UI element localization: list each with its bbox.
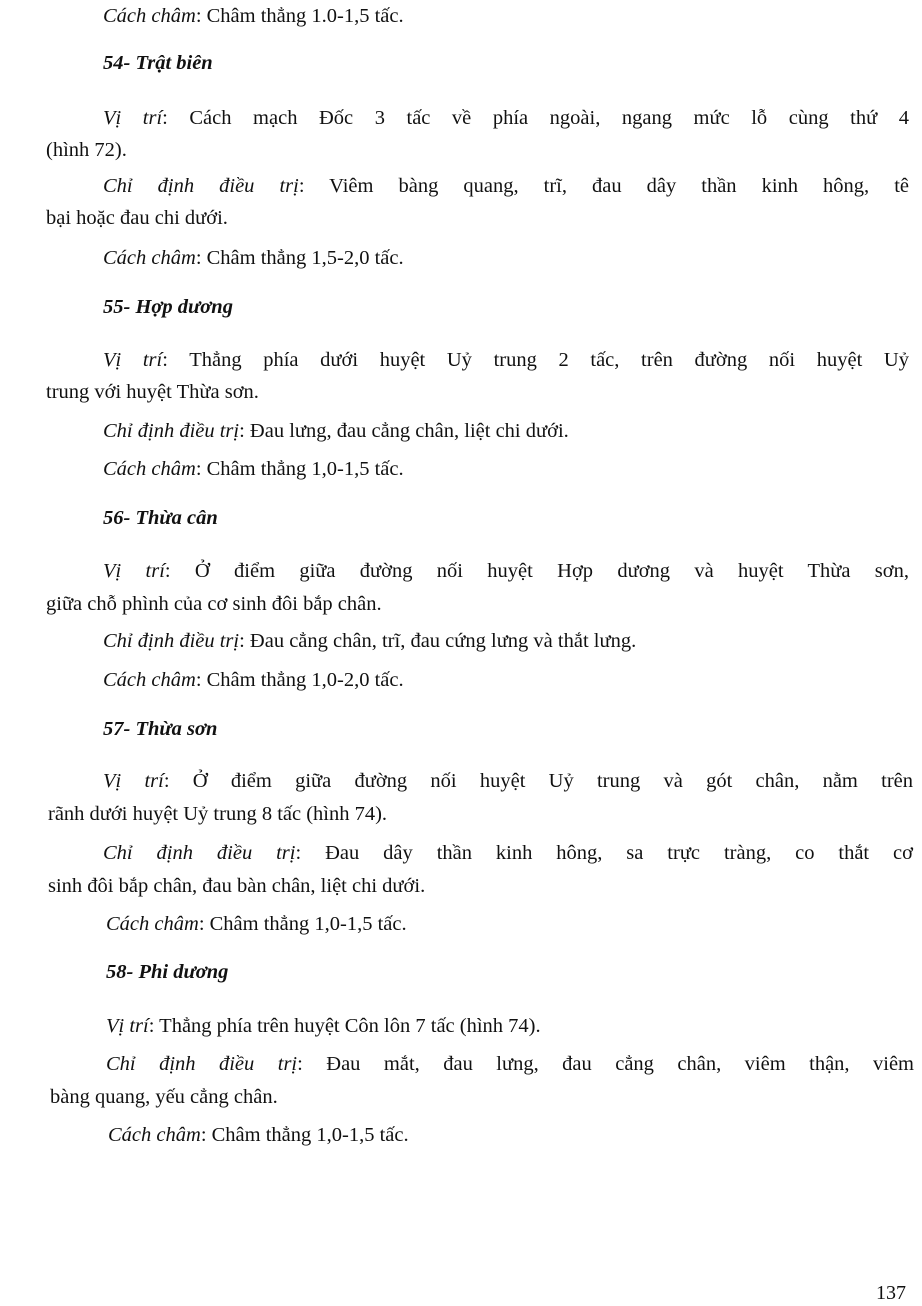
location-line-58-1 (106, 1016, 541, 1037)
method-text: : Châm thẳng 1,0-1,5 tấc. (200, 1124, 409, 1146)
method-line-55 (103, 459, 404, 480)
section-heading-55: 55- Hợp dương (103, 296, 233, 318)
location-line-54-1 (103, 108, 909, 129)
location-line-56-1 (103, 561, 909, 582)
method-label: Cách châm (103, 669, 196, 691)
location-label: Vị trí (103, 107, 163, 129)
indication-line-54-1 (103, 176, 909, 197)
method-line-57 (106, 914, 407, 935)
location-line-57-2: rãnh dưới huyệt Uỷ trung 8 tấc (hình 74). (48, 803, 388, 825)
indication-text: : Đau lưng, đau cẳng chân, liệt chi dưới. (239, 420, 569, 442)
section-heading-56: 56- Thừa cân (103, 507, 218, 529)
method-label: Cách châm (103, 247, 196, 269)
indication-text: : Đau mắt, đau lưng, đau cẳng chân, viêm thận, viêm (297, 1053, 915, 1075)
section-heading-57: 57- Thừa sơn (103, 718, 218, 740)
location-label: Vị trí (106, 1015, 149, 1037)
location-label: Vị trí (103, 770, 164, 792)
indication-line-57-1 (103, 843, 913, 864)
indication-line-57-2: sinh đôi bắp chân, đau bàn chân, liệt chi dưới. (48, 875, 426, 897)
location-text: : Ở điểm giữa đường nối huyệt Uỷ trung và gót chân, nằm trên (163, 770, 913, 792)
indication-label: Chỉ định điều trị (106, 1053, 298, 1075)
page-number: 137 (876, 1282, 906, 1304)
location-line-55-2: trung với huyệt Thừa sơn. (46, 381, 259, 403)
location-text: : Ở điểm giữa đường nối huyệt Hợp dương và huyệt Thừa sơn, (164, 560, 909, 582)
indication-text: : Đau cẳng chân, trĩ, đau cứng lưng và thắt lưng. (239, 630, 637, 652)
indication-label: Chỉ định điều trị (103, 420, 240, 442)
location-text: : Cách mạch Đốc 3 tấc về phía ngoài, ngang mức lỗ cùng thứ 4 (162, 107, 909, 129)
method-label: Cách châm (103, 5, 196, 27)
method-text: : Châm thẳng 1,0-1,5 tấc. (198, 913, 407, 935)
indication-line-55-1 (103, 421, 569, 442)
method-label: Cách châm (108, 1124, 201, 1146)
indication-label: Chỉ định điều trị (103, 175, 299, 197)
method-text: : Châm thẳng 1,5-2,0 tấc. (195, 247, 404, 269)
intro-method-line (103, 6, 404, 27)
indication-text: : Đau dây thần kinh hông, sa trực tràng, co thắt cơ (295, 842, 913, 864)
method-label: Cách châm (103, 458, 196, 480)
location-text: : Thẳng phía trên huyệt Côn lôn 7 tấc (hình 74). (148, 1015, 541, 1037)
section-heading-58: 58- Phi dương (106, 961, 229, 983)
location-line-54-2: (hình 72). (46, 139, 127, 161)
location-line-57-1 (103, 771, 913, 792)
location-label: Vị trí (103, 349, 163, 371)
indication-line-54-2: bại hoặc đau chi dưới. (46, 207, 228, 229)
section-heading-54: 54- Trật biên (103, 52, 213, 74)
method-line-56 (103, 670, 404, 691)
method-text: : Châm thẳng 1,0-1,5 tấc. (195, 458, 404, 480)
indication-line-58-2: bàng quang, yếu cẳng chân. (50, 1086, 278, 1108)
method-line-54 (103, 248, 404, 269)
location-line-55-1 (103, 350, 909, 371)
location-line-56-2: giữa chỗ phình của cơ sinh đôi bắp chân. (46, 593, 382, 615)
location-text: : Thẳng phía dưới huyệt Uỷ trung 2 tấc, trên đường nối huyệt Uỷ (162, 349, 909, 371)
method-text: : Châm thẳng 1.0-1,5 tấc. (195, 5, 404, 27)
location-label: Vị trí (103, 560, 165, 582)
indication-label: Chỉ định điều trị (103, 842, 296, 864)
method-text: : Châm thẳng 1,0-2,0 tấc. (195, 669, 404, 691)
indication-line-56-1 (103, 631, 636, 652)
indication-label: Chỉ định điều trị (103, 630, 240, 652)
method-label: Cách châm (106, 913, 199, 935)
method-line-58 (108, 1125, 409, 1146)
indication-line-58-1 (106, 1054, 914, 1075)
indication-text: : Viêm bàng quang, trĩ, đau dây thần kinh hông, tê (298, 175, 909, 197)
